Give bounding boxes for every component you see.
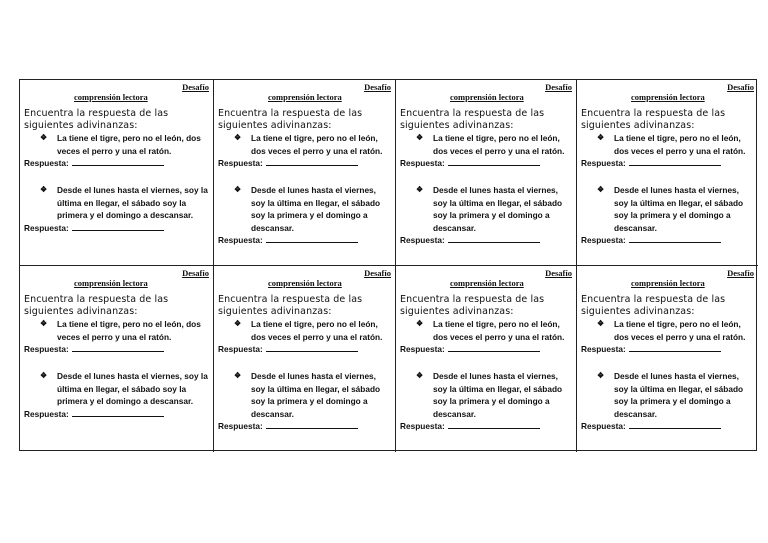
answer-line-1 [218,343,391,355]
card-title-line2: comprensión lectora [74,92,148,102]
riddle-text: Desde el lunes hasta el viernes, soy la última en llegar, el sábado soy la primera y el domingo a descansar. [614,185,744,233]
card-header [24,82,209,102]
answer-line-1 [24,157,209,169]
diamond-bullet-icon: ❖ [234,319,242,328]
answer-line-1 [400,157,572,169]
answer-blank[interactable] [266,234,358,243]
diamond-bullet-icon: ❖ [597,319,605,328]
card-title-line2: comprensión lectora [268,278,342,288]
worksheet-grid [19,79,757,451]
card-title-line1: Desafío [545,82,572,92]
riddle-text: La tiene el tigre, pero no el león, dos veces el perro y una el ratón. [251,319,383,342]
reading-challenge-card [214,80,396,266]
answer-blank[interactable] [266,420,358,429]
answer-blank[interactable] [629,420,721,429]
answer-blank[interactable] [629,234,721,243]
answer-line-2 [581,234,754,246]
answer-label: Respuesta: [581,235,626,245]
riddle-2 [416,184,572,234]
card-title-line1: Desafío [182,268,209,278]
card-title-line2: comprensión lectora [268,92,342,102]
answer-label: Respuesta: [218,158,263,168]
card-instructions: Encuentra la respuesta de las siguientes adivinanzas: [400,108,545,131]
answer-line-1 [24,343,209,355]
riddle-text: Desde el lunes hasta el viernes, soy la última en llegar, el sábado soy la primera y el domingo a descansar. [251,371,381,419]
answer-label: Respuesta: [24,158,69,168]
card-header [581,268,754,288]
diamond-bullet-icon: ❖ [234,185,242,194]
diamond-bullet-icon: ❖ [40,185,48,194]
answer-blank[interactable] [72,222,164,231]
riddle-1 [40,132,209,157]
diamond-bullet-icon: ❖ [416,371,424,380]
reading-challenge-card [396,266,577,452]
reading-challenge-card [214,266,396,452]
reading-challenge-card [577,266,758,452]
riddle-text: La tiene el tigre, pero no el león, dos veces el perro y una el ratón. [433,133,565,156]
answer-line-2 [218,420,391,432]
riddle-2 [234,370,391,420]
riddle-2 [40,370,209,408]
answer-label: Respuesta: [24,222,69,233]
card-title-line1: Desafío [182,82,209,92]
answer-blank[interactable] [629,157,721,166]
card-title-line1: Desafío [364,268,391,278]
answer-label: Respuesta: [24,344,69,354]
card-title-line2: comprensión lectora [450,278,524,288]
card-instructions: Encuentra la respuesta de las siguientes adivinanzas: [581,294,726,317]
answer-blank[interactable] [72,343,164,352]
answer-line-1 [581,157,754,169]
reading-challenge-card [20,266,214,452]
answer-label: Respuesta: [218,421,263,431]
diamond-bullet-icon: ❖ [597,133,605,142]
diamond-bullet-icon: ❖ [40,133,48,142]
riddle-1 [597,318,754,343]
riddle-2 [234,184,391,234]
answer-label: Respuesta: [218,344,263,354]
answer-label: Respuesta: [581,344,626,354]
reading-challenge-card [577,80,758,266]
answer-blank[interactable] [266,157,358,166]
answer-blank[interactable] [448,157,540,166]
reading-challenge-card [396,80,577,266]
answer-line-2 [24,408,209,420]
card-header [24,268,209,288]
card-title-line2: comprensión lectora [450,92,524,102]
card-instructions: Encuentra la respuesta de las siguientes adivinanzas: [218,108,363,131]
diamond-bullet-icon: ❖ [234,371,242,380]
card-instructions: Encuentra la respuesta de las siguientes adivinanzas: [24,108,169,131]
reading-challenge-card [20,80,214,266]
riddle-text: Desde el lunes hasta el viernes, soy la última en llegar, el sábado soy la primera y el domingo a descansar. [57,185,208,220]
riddle-text: Desde el lunes hasta el viernes, soy la última en llegar, el sábado soy la primera y el domingo a descansar. [433,185,563,233]
answer-label: Respuesta: [400,158,445,168]
riddle-text: Desde el lunes hasta el viernes, soy la última en llegar, el sábado soy la primera y el domingo a descansar. [251,185,381,233]
answer-line-2 [581,420,754,432]
card-title-line1: Desafío [727,268,754,278]
answer-line-1 [581,343,754,355]
card-header [218,82,391,102]
riddle-text: Desde el lunes hasta el viernes, soy la última en llegar, el sábado soy la primera y el domingo a descansar. [57,371,208,406]
diamond-bullet-icon: ❖ [597,185,605,194]
diamond-bullet-icon: ❖ [416,133,424,142]
riddle-2 [597,184,754,234]
card-header [218,268,391,288]
riddle-text: La tiene el tigre, pero no el león, dos veces el perro y una el ratón. [614,319,746,342]
riddle-1 [234,318,391,343]
card-header [400,268,572,288]
diamond-bullet-icon: ❖ [597,371,605,380]
card-header [581,82,754,102]
answer-line-2 [24,222,209,234]
answer-label: Respuesta: [24,408,69,419]
answer-blank[interactable] [448,343,540,352]
answer-label: Respuesta: [218,235,263,245]
card-header [400,82,572,102]
card-title-line2: comprensión lectora [631,278,705,288]
answer-line-1 [400,343,572,355]
answer-label: Respuesta: [400,421,445,431]
answer-blank[interactable] [448,420,540,429]
riddle-text: La tiene el tigre, pero no el león, dos veces el perro y una el ratón. [433,319,565,342]
riddle-1 [416,132,572,157]
riddle-2 [416,370,572,420]
answer-line-1 [218,157,391,169]
answer-line-2 [400,234,572,246]
diamond-bullet-icon: ❖ [234,133,242,142]
answer-blank[interactable] [629,343,721,352]
card-instructions: Encuentra la respuesta de las siguientes adivinanzas: [400,294,545,317]
answer-label: Respuesta: [400,344,445,354]
riddle-1 [416,318,572,343]
riddle-1 [234,132,391,157]
riddle-text: La tiene el tigre, pero no el león, dos veces el perro y una el ratón. [251,133,383,156]
answer-label: Respuesta: [581,158,626,168]
riddle-text: La tiene el tigre, pero no el león, dos veces el perro y una el ratón. [57,319,201,342]
card-title-line1: Desafío [545,268,572,278]
riddle-2 [597,370,754,420]
riddle-2 [40,184,209,222]
answer-blank[interactable] [72,157,164,166]
riddle-text: Desde el lunes hasta el viernes, soy la última en llegar, el sábado soy la primera y el domingo a descansar. [433,371,563,419]
answer-line-2 [218,234,391,246]
card-instructions: Encuentra la respuesta de las siguientes adivinanzas: [24,294,169,317]
card-title-line1: Desafío [727,82,754,92]
answer-blank[interactable] [448,234,540,243]
riddle-text: La tiene el tigre, pero no el león, dos veces el perro y una el ratón. [57,133,201,156]
riddle-1 [40,318,209,343]
riddle-text: Desde el lunes hasta el viernes, soy la última en llegar, el sábado soy la primera y el domingo a descansar. [614,371,744,419]
diamond-bullet-icon: ❖ [40,319,48,328]
riddle-1 [597,132,754,157]
answer-line-2 [400,420,572,432]
answer-blank[interactable] [72,408,164,417]
card-instructions: Encuentra la respuesta de las siguientes adivinanzas: [218,294,363,317]
diamond-bullet-icon: ❖ [416,319,424,328]
card-instructions: Encuentra la respuesta de las siguientes adivinanzas: [581,108,726,131]
riddle-text: La tiene el tigre, pero no el león, dos veces el perro y una el ratón. [614,133,746,156]
answer-label: Respuesta: [581,421,626,431]
answer-blank[interactable] [266,343,358,352]
card-title-line2: comprensión lectora [631,92,705,102]
card-title-line2: comprensión lectora [74,278,148,288]
diamond-bullet-icon: ❖ [416,185,424,194]
answer-label: Respuesta: [400,235,445,245]
card-title-line1: Desafío [364,82,391,92]
diamond-bullet-icon: ❖ [40,371,48,380]
